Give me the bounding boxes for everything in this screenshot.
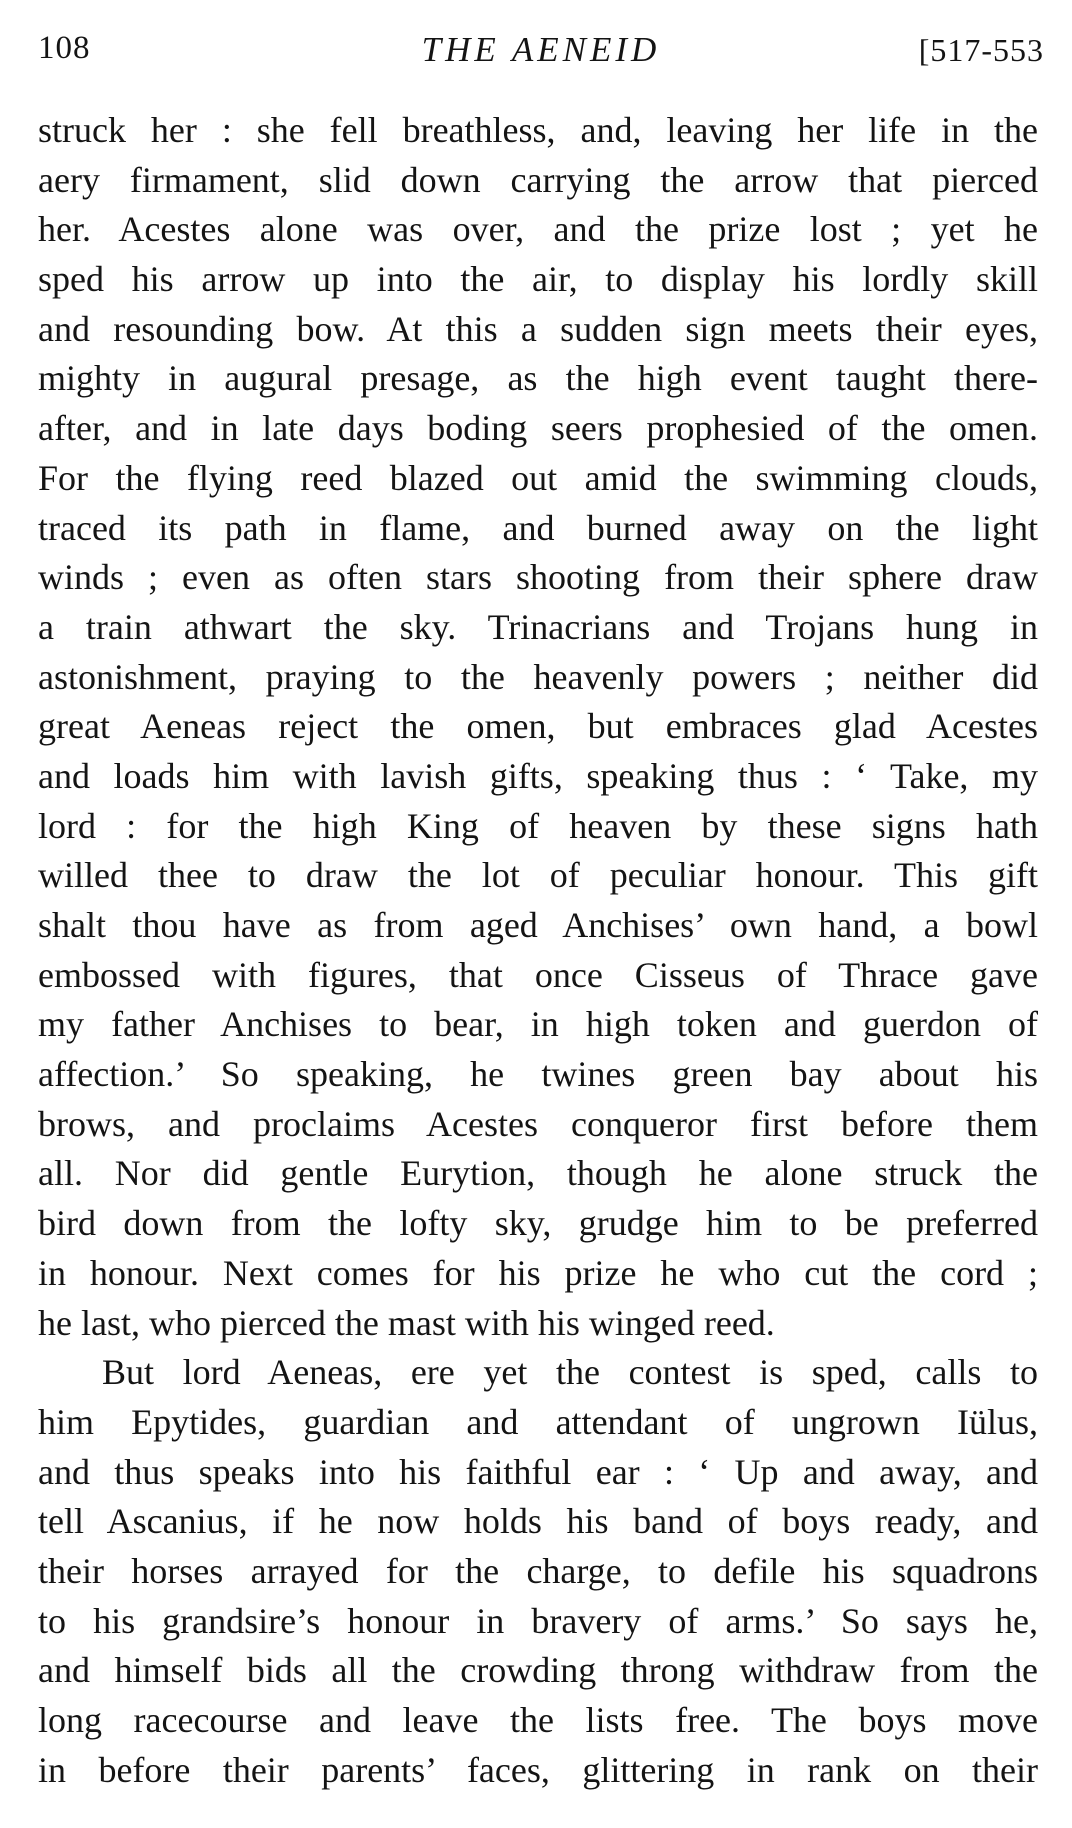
running-title: THE AENEID [421,30,661,69]
text-line: and resounding bow. At this a sudden sign meets their eyes, [38,308,1038,349]
text-line: her. Acestes alone was over, and the prize lost ; yet he [38,209,1038,250]
text-line: after, and in late days boding seers prophesied of the omen. [38,408,1038,449]
body-text [38,106,1038,1795]
text-line: traced its path in flame, and burned away on the light [38,507,1038,548]
paragraph-end-line: he last, who pierced the mast with his winged reed. [38,1302,775,1343]
text-line: my father Anchises to bear, in high token and guerdon of [38,1004,1038,1045]
text-line: mighty in augural presage, as the high event taught there- [38,358,1038,399]
text-line: winds ; even as often stars shooting from their sphere draw [38,557,1038,598]
text-line: aery firmament, slid down carrying the arrow that pierced [38,159,1038,200]
text-line: a train athwart the sky. Trinacrians and Trojans hung in [38,606,1038,647]
text-line: to his grandsire’s honour in bravery of arms.’ So says he, [38,1600,1038,1641]
page-number: 108 [38,30,91,66]
text-line: long racecourse and leave the lists free. The boys move [38,1700,1038,1740]
text-line: willed thee to draw the lot of peculiar honour. This gift [38,855,1038,896]
text-line: embossed with figures, that once Cisseus of Thrace gave [38,954,1038,995]
line-range: [517-553 [918,32,1044,68]
text-line: great Aeneas reject the omen, but embraces glad Acestes [38,706,1038,747]
text-line: and himself bids all the crowding throng withdraw from the [38,1650,1038,1691]
paragraph-start-line: But lord Aeneas, ere yet the contest is sped, calls to [102,1352,1038,1393]
text-line: and loads him with lavish gifts, speaking thus : ‘ Take, my [38,755,1038,796]
text-line: in before their parents’ faces, glittering in rank on their [38,1749,1038,1790]
text-line: bird down from the lofty sky, grudge him to be preferred [38,1203,1038,1244]
text-line: tell Ascanius, if he now holds his band of boys ready, and [38,1501,1038,1542]
text-line: in honour. Next comes for his prize he who cut the cord ; [38,1252,1038,1293]
text-line: brows, and proclaims Acestes conqueror first before them [38,1103,1038,1144]
text-line: lord : for the high King of heaven by these signs hath [38,805,1038,846]
text-line: For the flying reed blazed out amid the swimming clouds, [38,457,1038,498]
text-line: and thus speaks into his faithful ear : ‘ Up and away, and [38,1451,1038,1492]
text-line: sped his arrow up into the air, to display his lordly skill [38,259,1038,300]
running-header [38,30,1044,78]
text-line: their horses arrayed for the charge, to defile his squadrons [38,1550,1038,1591]
text-line: astonishment, praying to the heavenly powers ; neither did [38,656,1038,697]
text-line: affection.’ So speaking, he twines green bay about his [38,1054,1038,1095]
text-line: him Epytides, guardian and attendant of ungrown Iülus, [38,1401,1038,1442]
text-line: all. Nor did gentle Eurytion, though he alone struck the [38,1153,1038,1194]
text-line: shalt thou have as from aged Anchises’ own hand, a bowl [38,905,1038,945]
text-line: struck her : she fell breathless, and, leaving her life in the [38,110,1038,150]
